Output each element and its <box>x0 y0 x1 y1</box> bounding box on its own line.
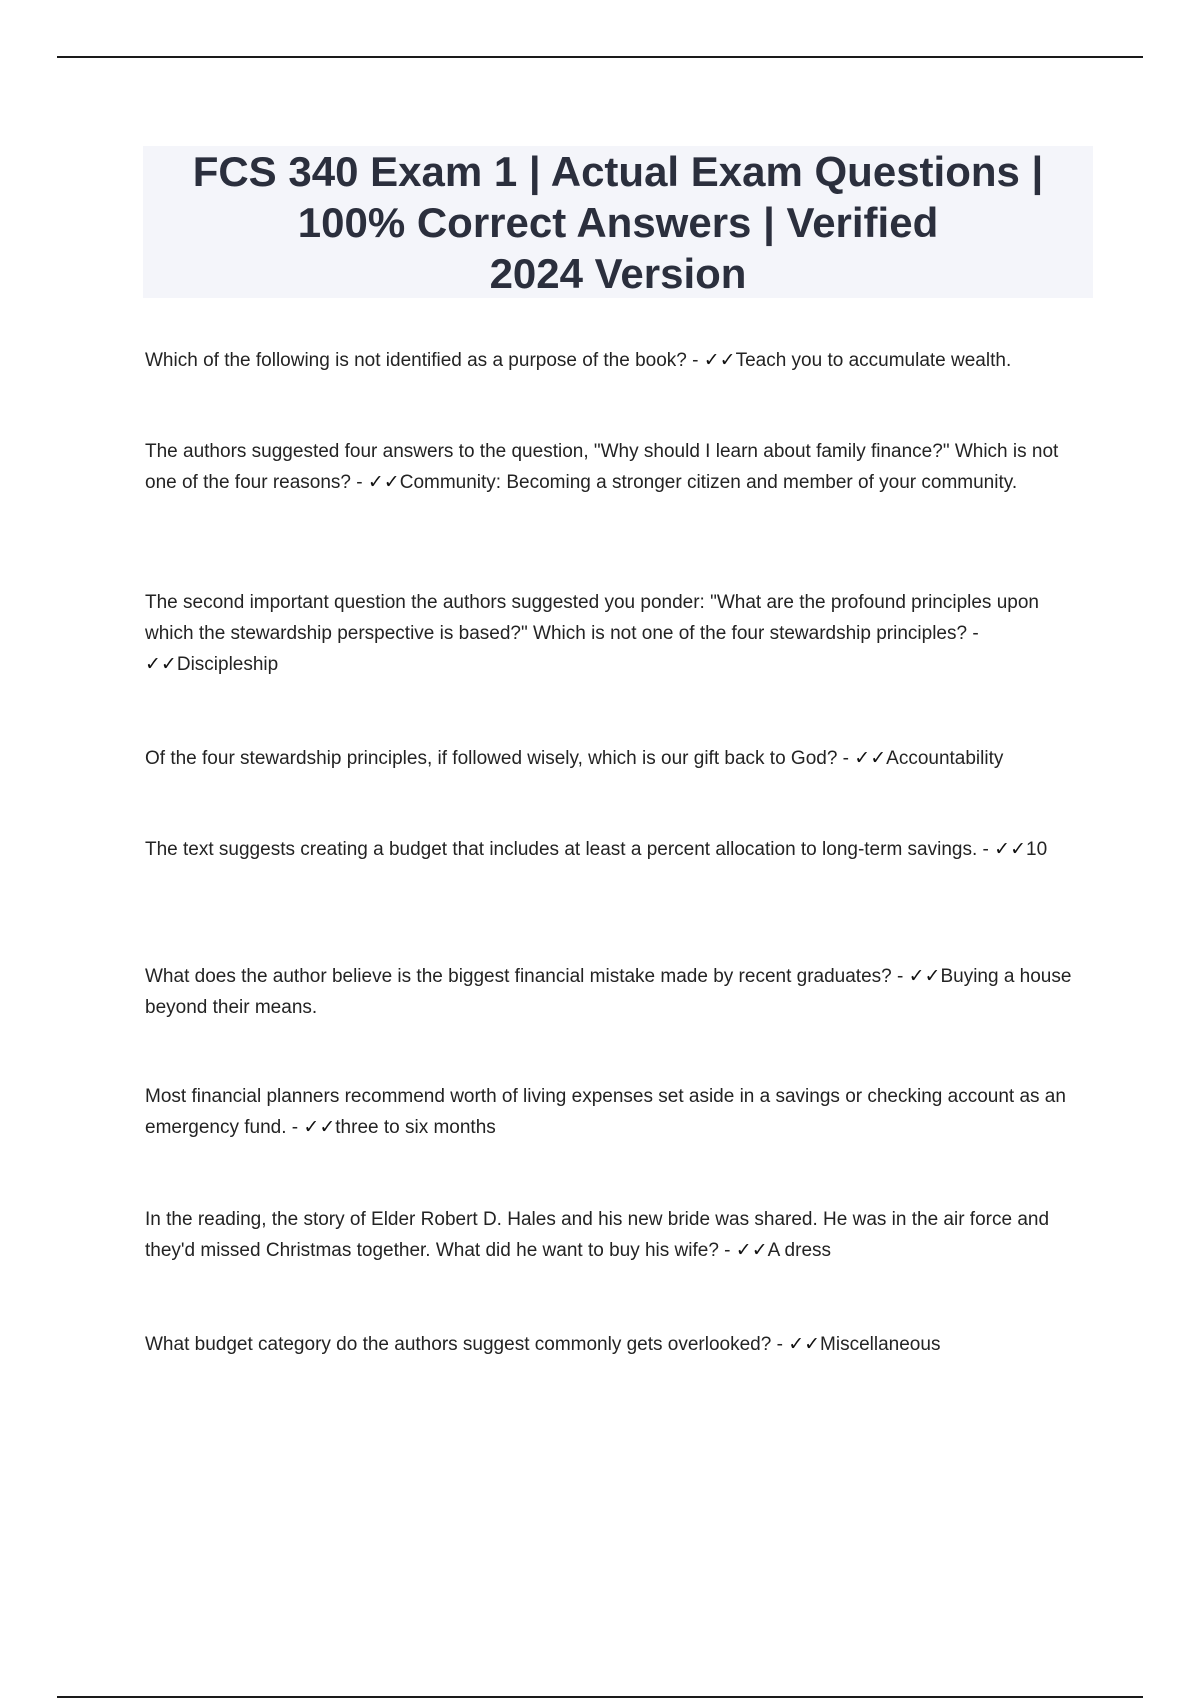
qa-item <box>145 834 1090 865</box>
check-mark-icon: ✓✓ <box>145 654 177 675</box>
answer-text: A dress <box>767 1240 832 1261</box>
answer-text: Miscellaneous <box>820 1334 941 1355</box>
check-mark-icon: ✓✓ <box>367 472 400 493</box>
question-text: In the reading, the story of Elder Robert D. Hales and his new bride was shared. He was in the air force and they'd missed Christmas together. What did he want to buy his wife? - <box>145 1209 1050 1261</box>
qa-item <box>145 1204 1090 1266</box>
question-text: The second important question the authors suggested you ponder: "What are the profound principles upon which the stewardship perspective is based?" Which is not one of the four stewardship principles? - <box>145 592 1039 644</box>
bottom-rule <box>57 1696 1143 1698</box>
title-banner <box>143 146 1093 298</box>
check-mark-icon: ✓✓ <box>788 1334 821 1355</box>
check-mark-icon: ✓✓ <box>854 748 887 769</box>
page-title: FCS 340 Exam 1 | Actual Exam Questions | 100% Correct Answers | Verified 2024 Version <box>192 147 1044 297</box>
question-text: What does the author believe is the biggest financial mistake made by recent graduates? - <box>145 966 909 987</box>
question-text: The authors suggested four answers to the question, "Why should I learn about family finance?" Which is not one of the four reasons? - <box>145 441 1059 493</box>
qa-item <box>145 1329 1090 1360</box>
answer-text: Community: Becoming a stronger citizen and member of your community. <box>399 472 1018 493</box>
check-mark-icon: ✓✓ <box>735 1240 768 1261</box>
question-text: Which of the following is not identified as a purpose of the book? - <box>145 350 704 371</box>
question-text: The text suggests creating a budget that includes at least a percent allocation to long-term savings. - <box>145 839 995 860</box>
qa-item <box>145 345 1090 376</box>
answer-text: Teach you to accumulate wealth. <box>735 350 1012 371</box>
question-text: Most financial planners recommend worth of living expenses set aside in a savings or checking account as an emergency fund. - <box>145 1086 1066 1138</box>
answer-text: 10 <box>1026 839 1048 860</box>
qa-item <box>145 961 1090 1023</box>
top-rule <box>57 56 1143 58</box>
answer-text: three to six months <box>335 1117 496 1138</box>
question-text: What budget category do the authors suggest commonly gets overlooked? - <box>145 1334 789 1355</box>
answer-text: Discipleship <box>176 654 279 675</box>
check-mark-icon: ✓✓ <box>303 1117 336 1138</box>
check-mark-icon: ✓✓ <box>994 839 1026 860</box>
qa-item <box>145 743 1090 774</box>
answer-text: Accountability <box>886 748 1004 769</box>
qa-item <box>145 1081 1090 1143</box>
answer-text: Buying a house beyond their means. <box>145 966 1072 1018</box>
check-mark-icon: ✓✓ <box>703 350 736 371</box>
question-text: Of the four stewardship principles, if followed wisely, which is our gift back to God? - <box>145 748 855 769</box>
qa-item <box>145 436 1090 498</box>
check-mark-icon: ✓✓ <box>908 966 941 987</box>
qa-item <box>145 587 1090 680</box>
